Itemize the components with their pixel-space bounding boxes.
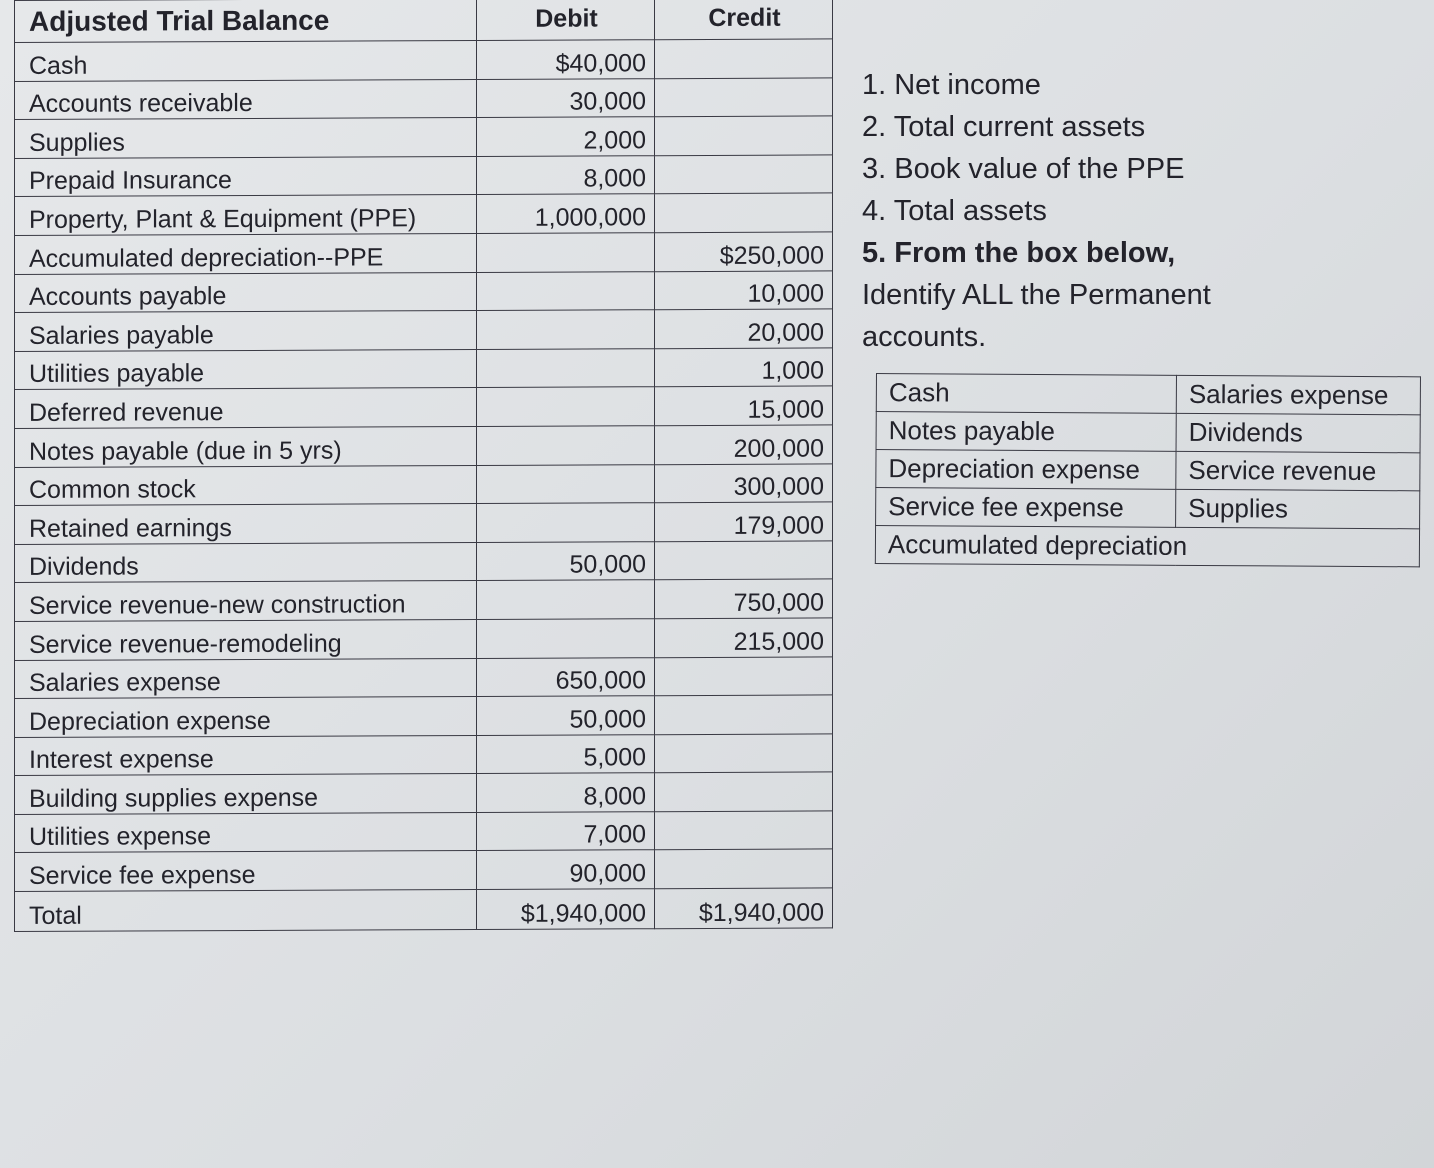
credit-amount: 1,000	[655, 348, 833, 387]
table-row	[15, 579, 833, 621]
account-name: Cash	[15, 40, 477, 81]
credit-amount: 15,000	[655, 386, 833, 425]
account-name: Accounts payable	[15, 272, 477, 313]
debit-amount: 8,000	[477, 773, 655, 812]
question-5-line-3: accounts.	[862, 321, 987, 353]
debit-amount: $40,000	[477, 40, 655, 79]
table-row	[15, 618, 833, 660]
total-row	[15, 888, 833, 932]
table-row	[15, 811, 833, 853]
account-name: Prepaid Insurance	[15, 156, 477, 197]
table-row	[15, 734, 833, 776]
debit-amount	[477, 233, 655, 272]
question-5-heading: 5. From the box below,	[862, 237, 1176, 269]
debit-amount: 2,000	[477, 117, 655, 156]
debit-amount: 650,000	[477, 657, 655, 696]
table-row	[15, 463, 833, 505]
credit-amount	[655, 734, 833, 773]
debit-amount	[477, 580, 655, 619]
box-account: Dividends	[1176, 413, 1420, 452]
account-name: Accumulated depreciation--PPE	[15, 233, 477, 274]
debit-amount: 30,000	[477, 78, 655, 117]
questions-list	[862, 64, 1211, 358]
table-row	[15, 656, 833, 698]
credit-amount: 300,000	[655, 463, 833, 502]
table-row	[15, 695, 833, 737]
accounts-box	[875, 373, 1421, 567]
debit-amount: 50,000	[477, 541, 655, 580]
table-row	[15, 386, 833, 428]
total-credit: $1,940,000	[655, 888, 833, 929]
table-title: Adjusted Trial Balance	[15, 0, 477, 42]
credit-amount	[655, 78, 833, 117]
box-account: Service fee expense	[876, 488, 1176, 528]
account-name: Property, Plant & Equipment (PPE)	[15, 195, 477, 236]
table-row	[15, 309, 833, 351]
debit-amount	[477, 426, 655, 465]
credit-amount	[655, 811, 833, 850]
trial-balance-table	[14, 0, 833, 932]
table-header-row	[15, 0, 833, 42]
box-row	[876, 374, 1420, 415]
debit-amount: 50,000	[477, 696, 655, 735]
box-account: Supplies	[1176, 489, 1420, 528]
table-row	[15, 541, 833, 583]
box-account: Salaries expense	[1176, 375, 1420, 414]
account-name: Utilities payable	[15, 349, 477, 390]
table-row	[15, 39, 833, 81]
credit-amount	[655, 39, 833, 78]
question-3: 3. Book value of the PPE	[862, 153, 1185, 185]
question-2: 2. Total current assets	[862, 111, 1146, 143]
table-row	[15, 849, 833, 891]
credit-amount	[655, 695, 833, 734]
account-name: Depreciation expense	[15, 697, 477, 738]
debit-amount: 1,000,000	[477, 194, 655, 233]
box-row	[875, 526, 1419, 567]
account-name: Deferred revenue	[15, 388, 477, 429]
debit-amount: 5,000	[477, 734, 655, 773]
account-name: Service fee expense	[15, 851, 477, 892]
credit-amount	[655, 656, 833, 695]
account-name: Dividends	[15, 542, 477, 583]
credit-amount	[655, 116, 833, 155]
credit-amount	[655, 155, 833, 194]
total-label: Total	[15, 890, 477, 932]
account-name: Interest expense	[15, 735, 477, 776]
question-5-line-2: Identify ALL the Permanent	[862, 279, 1211, 311]
debit-amount	[477, 271, 655, 310]
account-name: Building supplies expense	[15, 774, 477, 815]
table-row	[15, 348, 833, 390]
table-row	[15, 78, 833, 120]
accounts-box-table	[875, 373, 1421, 567]
table-row	[15, 116, 833, 158]
table-row	[15, 502, 833, 544]
table-row	[15, 772, 833, 814]
box-account: Depreciation expense	[876, 450, 1176, 490]
credit-header: Credit	[655, 0, 833, 40]
debit-amount	[477, 503, 655, 542]
table-row	[15, 425, 833, 467]
debit-amount	[477, 619, 655, 658]
total-debit: $1,940,000	[477, 889, 655, 930]
account-name: Supplies	[15, 118, 477, 159]
box-row	[876, 488, 1420, 529]
credit-amount	[655, 193, 833, 232]
account-name: Common stock	[15, 465, 477, 506]
box-row	[876, 450, 1420, 491]
box-account: Cash	[876, 374, 1176, 414]
debit-amount: 8,000	[477, 155, 655, 194]
credit-amount	[655, 541, 833, 580]
account-name: Salaries expense	[15, 658, 477, 699]
credit-amount	[655, 772, 833, 811]
credit-amount: $250,000	[655, 232, 833, 271]
table-row	[15, 270, 833, 312]
credit-amount	[655, 849, 833, 888]
account-name: Notes payable (due in 5 yrs)	[15, 426, 477, 467]
debit-amount	[477, 387, 655, 426]
account-name: Service revenue-new construction	[15, 581, 477, 622]
credit-amount: 200,000	[655, 425, 833, 464]
debit-amount	[477, 348, 655, 387]
account-name: Retained earnings	[15, 504, 477, 545]
account-name: Utilities expense	[15, 812, 477, 853]
adjusted-trial-balance	[14, 0, 833, 932]
debit-amount: 7,000	[477, 812, 655, 851]
table-row	[15, 232, 833, 274]
box-account: Accumulated depreciation	[875, 526, 1419, 567]
table-row	[15, 193, 833, 235]
credit-amount: 750,000	[655, 579, 833, 618]
credit-amount: 179,000	[655, 502, 833, 541]
box-row	[876, 412, 1420, 453]
box-account: Notes payable	[876, 412, 1176, 452]
debit-header: Debit	[477, 0, 655, 40]
debit-amount: 90,000	[477, 850, 655, 889]
account-name: Salaries payable	[15, 311, 477, 352]
credit-amount: 215,000	[655, 618, 833, 657]
question-4: 4. Total assets	[862, 195, 1047, 227]
credit-amount: 10,000	[655, 270, 833, 309]
question-1: 1. Net income	[862, 69, 1041, 101]
table-row	[15, 155, 833, 197]
account-name: Service revenue-remodeling	[15, 619, 477, 660]
debit-amount	[477, 310, 655, 349]
debit-amount	[477, 464, 655, 503]
box-account: Service revenue	[1176, 451, 1420, 490]
credit-amount: 20,000	[655, 309, 833, 348]
account-name: Accounts receivable	[15, 79, 477, 120]
